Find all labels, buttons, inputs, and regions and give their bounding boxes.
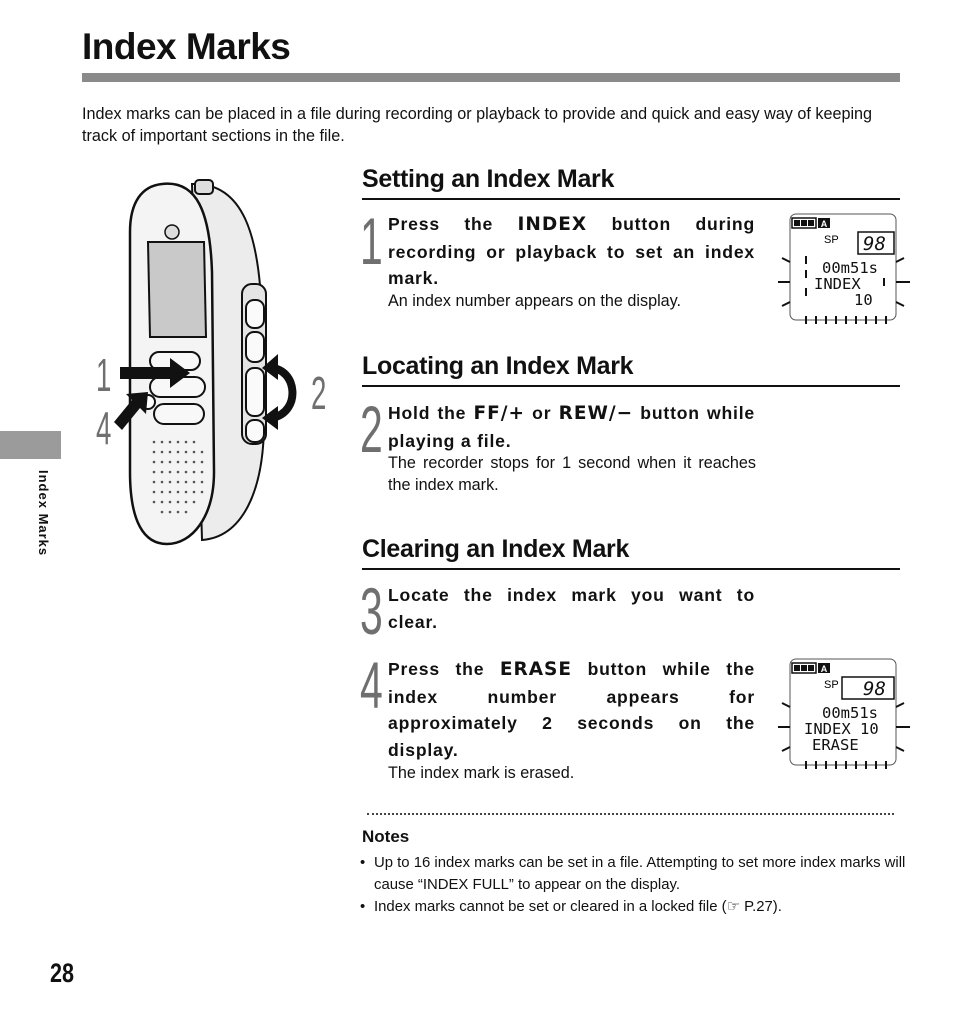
- lcd-display-erase: [776, 657, 914, 775]
- step-number-1: 1: [360, 204, 383, 278]
- callout-2: 2: [311, 367, 327, 419]
- step-number-3: 3: [360, 574, 383, 648]
- step-2-text: Hold the FF/+ or REW/− button while playing a file.: [388, 403, 755, 451]
- rew-button-label: REW/−: [558, 403, 634, 424]
- erase-button-label: ERASE: [499, 659, 573, 680]
- sp-mode: SP: [824, 234, 839, 246]
- lcd-time: 00m51s: [822, 704, 878, 722]
- step-3-text: Locate the index mark you want to clear.: [388, 585, 755, 632]
- section-heading-setting: Setting an Index Mark: [362, 165, 615, 193]
- lcd-display-index: [776, 212, 914, 330]
- page-number: 28: [50, 958, 75, 988]
- title-rule: [82, 73, 900, 82]
- step-number-2: 2: [360, 392, 383, 466]
- folder-indicator: A: [820, 219, 828, 229]
- step-1-text: Press the INDEX button during recording or playback to set an index mark.: [388, 214, 756, 288]
- notes-list: [358, 852, 906, 918]
- sp-mode: SP: [824, 679, 839, 691]
- callout-1: 1: [96, 349, 112, 401]
- section-rule: [362, 198, 900, 200]
- lcd-index: INDEX: [814, 275, 861, 293]
- file-number: 98: [863, 233, 886, 255]
- lcd-erase: ERASE: [812, 736, 859, 754]
- step-4-subtext: The index mark is erased.: [388, 764, 575, 782]
- section-rule: [362, 568, 900, 570]
- section-heading-clearing: Clearing an Index Mark: [362, 535, 630, 563]
- ff-button-label: FF/+: [473, 403, 525, 424]
- lcd-index: INDEX 10: [804, 720, 879, 738]
- voice-recorder-illustration: [92, 172, 337, 557]
- notes-title: Notes: [362, 827, 410, 846]
- step-number-4: 4: [360, 648, 383, 722]
- section-tab: [0, 431, 61, 459]
- folder-indicator: A: [820, 664, 828, 674]
- page-title: Index Marks: [82, 26, 291, 67]
- note-item: • Up to 16 index marks can be set in a file. Attempting to set more index marks will cause “INDEX FULL” to appear on the display.: [358, 852, 906, 896]
- callout-4: 4: [96, 402, 112, 454]
- index-button-label: INDEX: [517, 214, 588, 235]
- lcd-time: 00m51s: [822, 259, 878, 277]
- step-1-subtext: An index number appears on the display.: [388, 292, 682, 310]
- step-4-text: Press the ERASE button while the index number appears for approximately 2 seconds on the display.: [388, 659, 756, 760]
- note-item: • Index marks cannot be set or cleared in a locked file (☞ P.27).: [358, 896, 906, 918]
- file-number: 98: [863, 678, 886, 700]
- notes-divider: [367, 813, 894, 815]
- intro-paragraph: Index marks can be placed in a file during recording or playback to provide and quick and easy way of keeping track of important sections in the file.: [82, 105, 873, 145]
- side-label: Index Marks: [36, 470, 51, 557]
- step-2-subtext: The recorder stops for 1 second when it reaches the index mark.: [388, 454, 756, 494]
- lcd-index-number: 10: [854, 291, 873, 309]
- section-rule: [362, 385, 900, 387]
- section-heading-locating: Locating an Index Mark: [362, 352, 634, 380]
